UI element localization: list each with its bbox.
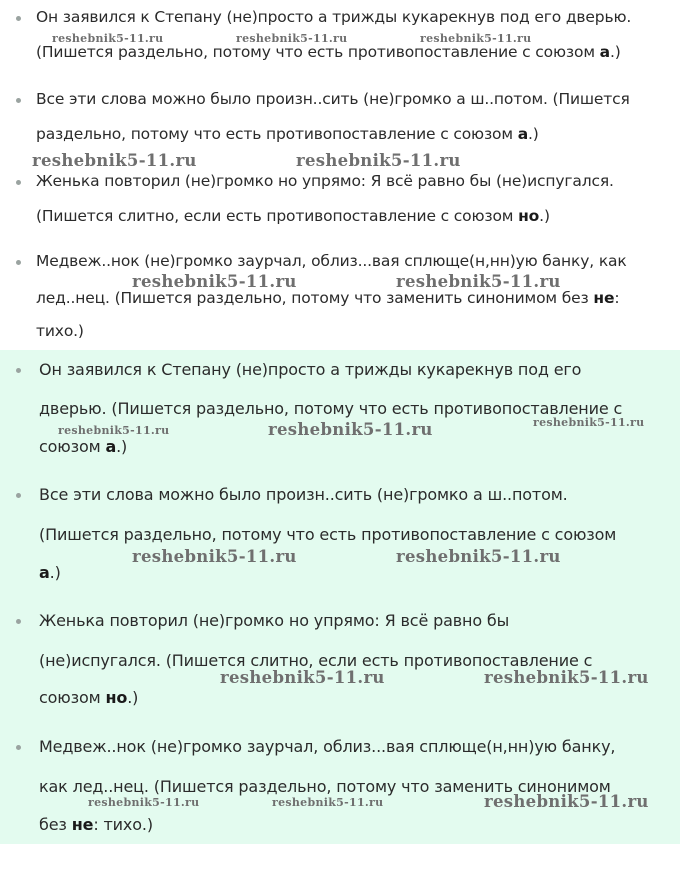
watermark-text: reshebnik5-11.ru: [272, 796, 384, 809]
bullet-icon: [16, 745, 21, 750]
explanation-line: (Пишется раздельно, потому что есть противопоставление с союзом: [39, 525, 617, 544]
bullet-icon: [16, 619, 21, 624]
explanation-line: тихо.): [36, 322, 84, 340]
sentence-line: Женька повторил (не)громко но упрямо: Я всё равно бы (не)испугался.: [36, 172, 614, 190]
plain-answer-block: [0, 0, 680, 350]
watermark-text: reshebnik5-11.ru: [268, 420, 433, 439]
explanation-line: без не: тихо.): [39, 815, 153, 834]
watermark-text: reshebnik5-11.ru: [396, 547, 561, 566]
watermark-text: reshebnik5-11.ru: [220, 668, 385, 687]
sentence-line: Женька повторил (не)громко но упрямо: Я всё равно бы: [39, 611, 510, 630]
conjunction: но: [518, 207, 540, 225]
bullet-icon: [16, 98, 21, 103]
watermark-text: reshebnik5-11.ru: [296, 151, 461, 170]
highlighted-answer-block: [0, 350, 680, 844]
watermark-text: reshebnik5-11.ru: [396, 272, 561, 291]
conjunction: а: [599, 43, 610, 61]
sentence-line: Все эти слова можно было произн..сить (не)громко а ш..потом. (Пишется: [36, 90, 630, 108]
sentence-line: Все эти слова можно было произн..сить (не)громко а ш..потом.: [39, 485, 568, 504]
explanation-line: (Пишется раздельно, потому что есть противопоставление с союзом а.): [36, 43, 621, 61]
watermark-text: reshebnik5-11.ru: [533, 416, 645, 429]
watermark-text: reshebnik5-11.ru: [58, 424, 170, 437]
watermark-text: reshebnik5-11.ru: [88, 796, 200, 809]
conjunction: но: [105, 688, 128, 707]
watermark-text: reshebnik5-11.ru: [236, 32, 348, 45]
explanation-line: союзом но.): [39, 688, 139, 707]
conjunction: не: [593, 289, 615, 307]
watermark-text: reshebnik5-11.ru: [484, 792, 649, 811]
explanation-line: (не)испугался. (Пишется слитно, если есть противопоставление с: [39, 651, 593, 670]
explanation-line: дверью. (Пишется раздельно, потому что есть противопоставление с: [39, 399, 623, 418]
sentence-line: Он заявился к Степану (не)просто а трижды кукарекнув под его дверью.: [36, 8, 632, 26]
bullet-icon: [16, 368, 21, 373]
sentence-line: Он заявился к Степану (не)просто а трижды кукарекнув под его: [39, 360, 582, 379]
watermark-text: reshebnik5-11.ru: [132, 272, 297, 291]
bullet-icon: [16, 16, 21, 21]
sentence-line: Медвеж..нок (не)громко заурчал, облиз...вая сплюще(н,нн)ую банку, как: [36, 252, 627, 270]
watermark-text: reshebnik5-11.ru: [52, 32, 164, 45]
explanation-line: лед..нец. (Пишется раздельно, потому что заменить синонимом без не:: [36, 289, 620, 307]
watermark-text: reshebnik5-11.ru: [484, 668, 649, 687]
watermark-text: reshebnik5-11.ru: [132, 547, 297, 566]
explanation-line: а.): [39, 563, 61, 582]
conjunction: а: [39, 563, 50, 582]
explanation-line: (Пишется слитно, если есть противопоставление с союзом но.): [36, 207, 550, 225]
explanation-line: союзом а.): [39, 437, 128, 456]
bullet-icon: [16, 493, 21, 498]
conjunction: не: [71, 815, 94, 834]
bullet-icon: [16, 260, 21, 265]
explanation-line: раздельно, потому что есть противопоставление с союзом а.): [36, 125, 539, 143]
conjunction: а: [517, 125, 529, 143]
bullet-icon: [16, 180, 21, 185]
conjunction: а: [105, 437, 117, 456]
watermark-text: reshebnik5-11.ru: [32, 151, 197, 170]
watermark-text: reshebnik5-11.ru: [420, 32, 532, 45]
explanation-line: как лед..нец. (Пишется раздельно, потому что заменить синонимом: [39, 777, 611, 796]
sentence-line: Медвеж..нок (не)громко заурчал, облиз...вая сплюще(н,нн)ую банку,: [39, 737, 616, 756]
